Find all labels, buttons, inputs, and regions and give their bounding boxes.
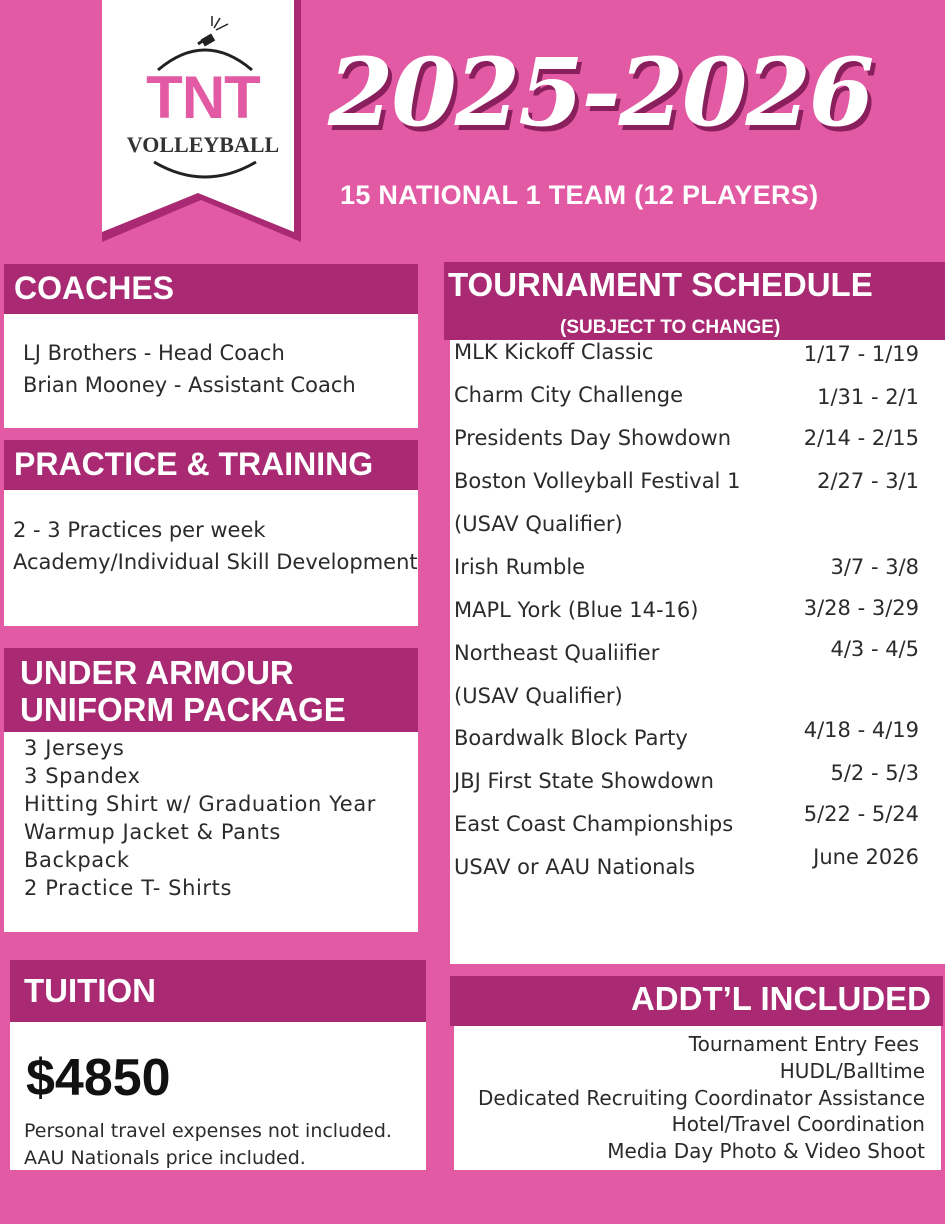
tournament-name: JBJ First State Showdown [454, 769, 714, 793]
tournament-date: 2/14 - 2/15 [803, 426, 919, 450]
addtl-item: Dedicated Recruiting Coordinator Assistance [477, 1086, 925, 1110]
schedule-heading-band [444, 262, 945, 340]
tuition-heading: TUITION [10, 960, 426, 1022]
uniform-item: 2 Practice T- Shirts [24, 876, 233, 900]
uniform-heading [4, 648, 418, 732]
tournament-date: 1/17 - 1/19 [803, 342, 919, 366]
tournament-name: East Coast Championships [454, 812, 734, 836]
tournament-date: 3/7 - 3/8 [830, 555, 919, 579]
uniform-item: Backpack [24, 848, 130, 872]
tournament-name: Northeast Qualiifier [454, 641, 660, 665]
coaches-heading: COACHES [4, 264, 418, 314]
schedule-heading: TOURNAMENT SCHEDULE [448, 266, 873, 303]
tournament-date: June 2026 [813, 845, 919, 869]
tournament-date: 1/31 - 2/1 [817, 385, 919, 409]
uniform-item: Warmup Jacket & Pants [24, 820, 281, 844]
tuition-notes [24, 1118, 392, 1172]
practice-item: 2 - 3 Practices per week [13, 518, 266, 542]
tournament-name: Presidents Day Showdown [454, 426, 732, 450]
team-subtitle: 15 NATIONAL 1 TEAM (12 PLAYERS) [340, 180, 819, 210]
tournament-name: Irish Rumble [454, 555, 586, 579]
logo-swoosh-icon [150, 158, 260, 182]
coach-item: LJ Brothers - Head Coach [23, 341, 285, 365]
tournament-date: 5/2 - 5/3 [830, 761, 919, 785]
tournament-date: 2/27 - 3/1 [817, 469, 919, 493]
tournament-name: MAPL York (Blue 14-16) [454, 598, 699, 622]
uniform-heading-line2: UNIFORM PACKAGE [20, 691, 346, 728]
tournament-date: 3/28 - 3/29 [803, 596, 919, 620]
tournament-name: USAV or AAU Nationals [454, 855, 696, 879]
tournament-name: Boston Volleyball Festival 1 [454, 469, 741, 493]
tournament-name: MLK Kickoff Classic [454, 340, 654, 364]
tournament-date: 5/22 - 5/24 [803, 802, 919, 826]
practice-item: Academy/Individual Skill Development [13, 550, 418, 574]
tournament-date: 4/3 - 4/5 [830, 637, 919, 661]
addtl-item: Media Day Photo & Video Shoot [607, 1139, 925, 1163]
tournament-name: (USAV Qualifier) [454, 512, 623, 536]
uniform-list [24, 734, 376, 902]
addtl-item: Tournament Entry Fees [688, 1032, 919, 1056]
tuition-price: $4850 [26, 1049, 171, 1107]
addtl-item: Hotel/Travel Coordination [671, 1112, 925, 1136]
uniform-heading-line1: UNDER ARMOUR [20, 654, 294, 691]
season-title: 2025-2026 [328, 38, 873, 148]
practice-heading: PRACTICE & TRAINING [4, 440, 418, 490]
logo-subtitle: VOLLEYBALL [126, 132, 280, 157]
tuition-note: Personal travel expenses not included. [24, 1120, 392, 1142]
uniform-item: 3 Spandex [24, 764, 141, 788]
addtl-item: HUDL/Balltime [779, 1059, 925, 1083]
tournament-name: Charm City Challenge [454, 383, 684, 407]
logo-brand: TNT [146, 64, 260, 131]
addtl-heading: ADDT’L INCLUDED [450, 976, 943, 1026]
coach-item: Brian Mooney - Assistant Coach [23, 373, 356, 397]
tournament-date: 4/18 - 4/19 [803, 718, 919, 742]
uniform-item: 3 Jerseys [24, 736, 125, 760]
uniform-item: Hitting Shirt w/ Graduation Year [24, 792, 377, 816]
tuition-note: AAU Nationals price included. [24, 1147, 306, 1169]
tournament-name: (USAV Qualifier) [454, 684, 623, 708]
tournament-name: Boardwalk Block Party [454, 726, 688, 750]
schedule-subheading: (SUBJECT TO CHANGE) [560, 317, 781, 338]
